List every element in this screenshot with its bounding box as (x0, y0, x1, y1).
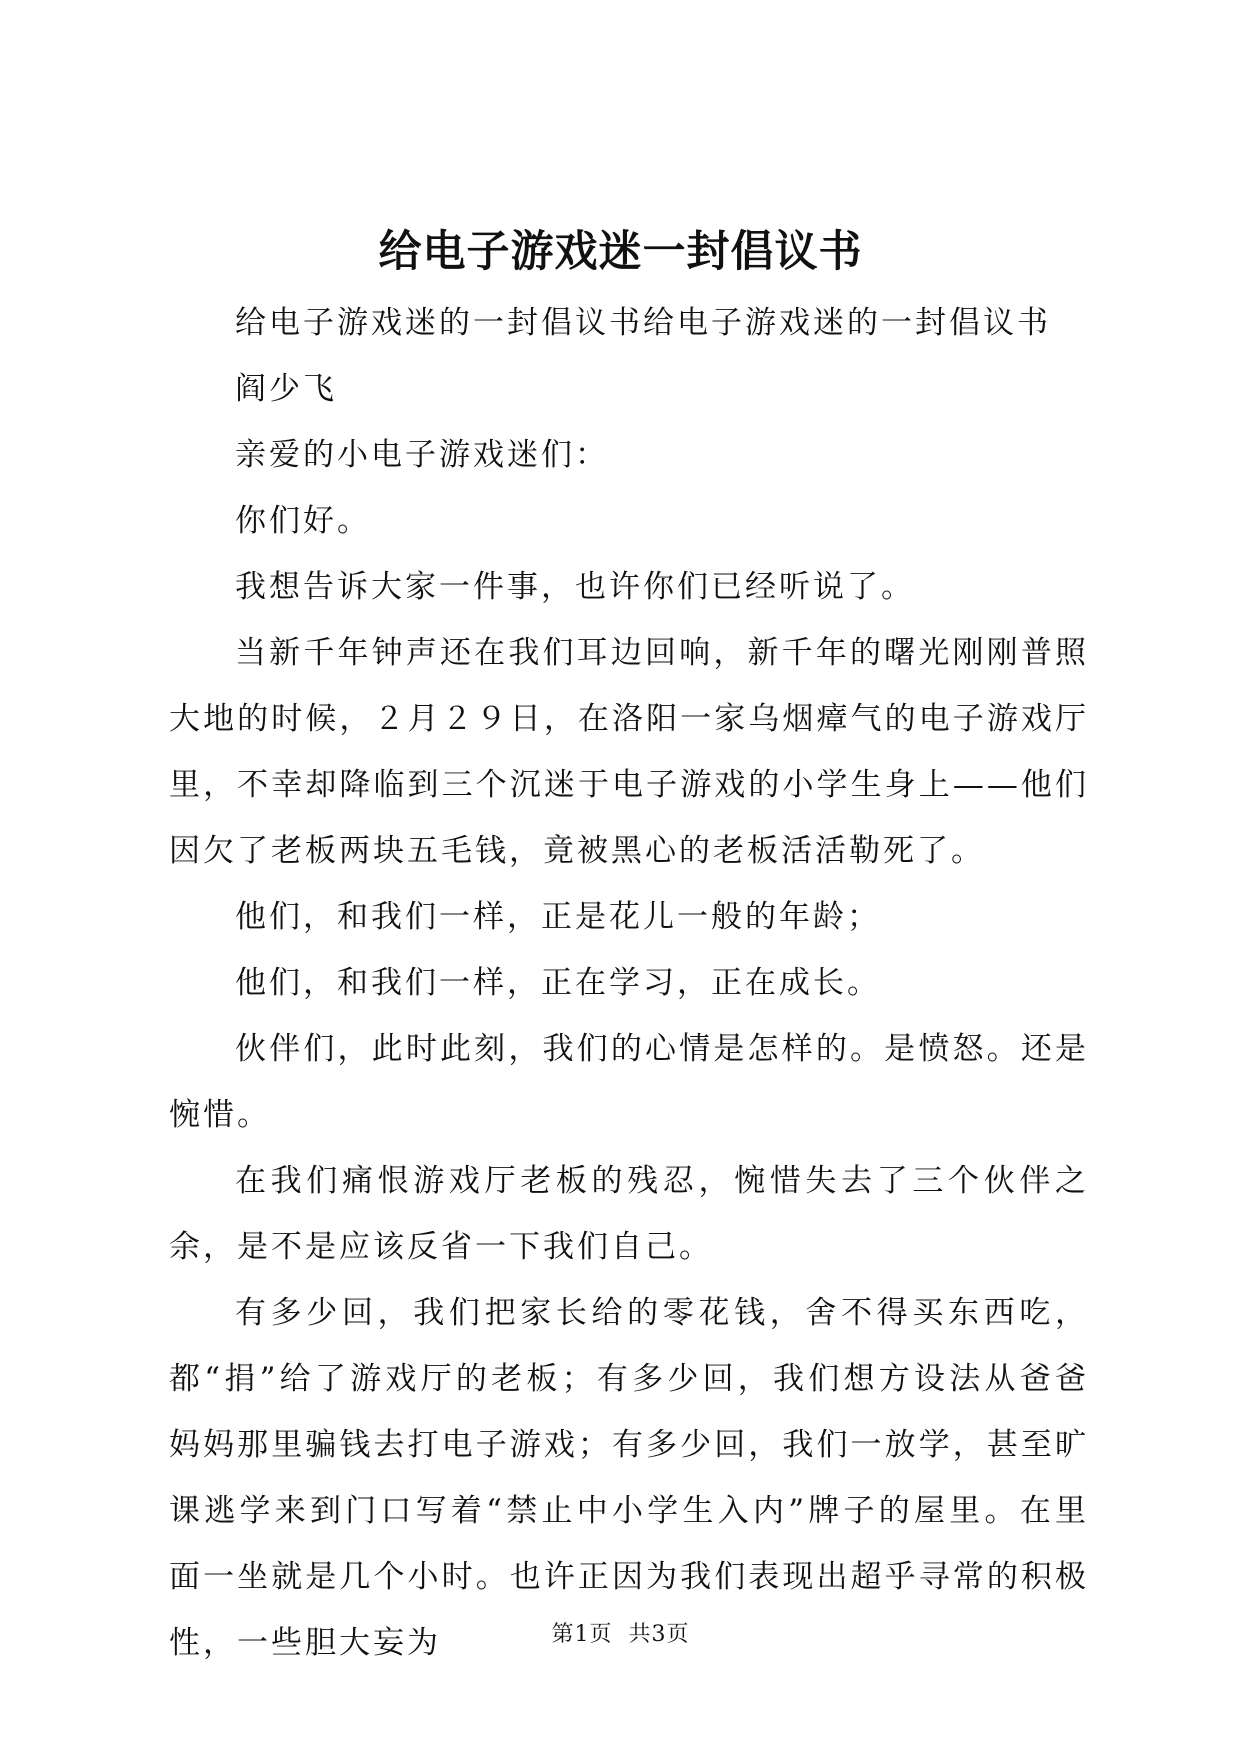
paragraph: 他们，和我们一样，正在学习，正在成长。 (235, 965, 881, 1001)
paragraph-author: 阎少飞 (235, 371, 337, 407)
total-pages-count: 3 (651, 1622, 667, 1647)
paragraph: 当新千年钟声还在我们耳边回响，新千年的曙光刚刚普照大地的时候，２月２９日，在洛阳一家乌烟瘴气的电子游戏厅里，不幸却降临到三个沉迷于电子游戏的小学生身上——他们因欠了老板两块五毛钱，竟被黑心的老板活活勒死了。 (169, 635, 1089, 869)
paragraph: 他们，和我们一样，正是花儿一般的年龄； (235, 899, 881, 935)
paragraph: 有多少回，我们把家长给的零花钱，舍不得买东西吃，都“捐”给了游戏厅的老板；有多少回，我们想方设法从爸爸妈妈那里骗钱去打电子游戏；有多少回，我们一放学，甚至旷课逃学来到门口写着“禁止中小学生入内”牌子的屋里。在里面一坐就是几个小时。也许正因为我们表现出超乎寻常的积极性，一些胆大妄为 (169, 1295, 1089, 1661)
page-footer (0, 1620, 1241, 1650)
total-pages-suffix: 页 (666, 1622, 690, 1647)
paragraph: 在我们痛恨游戏厅老板的残忍，惋惜失去了三个伙伴之余，是不是应该反省一下我们自己。 (169, 1163, 1089, 1265)
document-body (169, 290, 1089, 1676)
page-number-prefix: 第 (551, 1622, 575, 1647)
page-number-current: 1 (574, 1622, 590, 1647)
document-title: 给电子游戏迷一封倡议书 (378, 227, 863, 277)
paragraph-salutation: 亲爱的小电子游戏迷们： (235, 437, 609, 473)
paragraph-greeting: 你们好。 (235, 503, 371, 539)
paragraph: 伙伴们，此时此刻，我们的心情是怎样的。是愤怒。还是惋惜。 (169, 1031, 1089, 1133)
footer-spacer (613, 1622, 629, 1647)
total-pages-prefix: 共 (628, 1622, 652, 1647)
paragraph-subtitle: 给电子游戏迷的一封倡议书给电子游戏迷的一封倡议书 (235, 305, 1051, 341)
paragraph: 我想告诉大家一件事，也许你们已经听说了。 (235, 569, 915, 605)
page-number-suffix: 页 (589, 1622, 613, 1647)
